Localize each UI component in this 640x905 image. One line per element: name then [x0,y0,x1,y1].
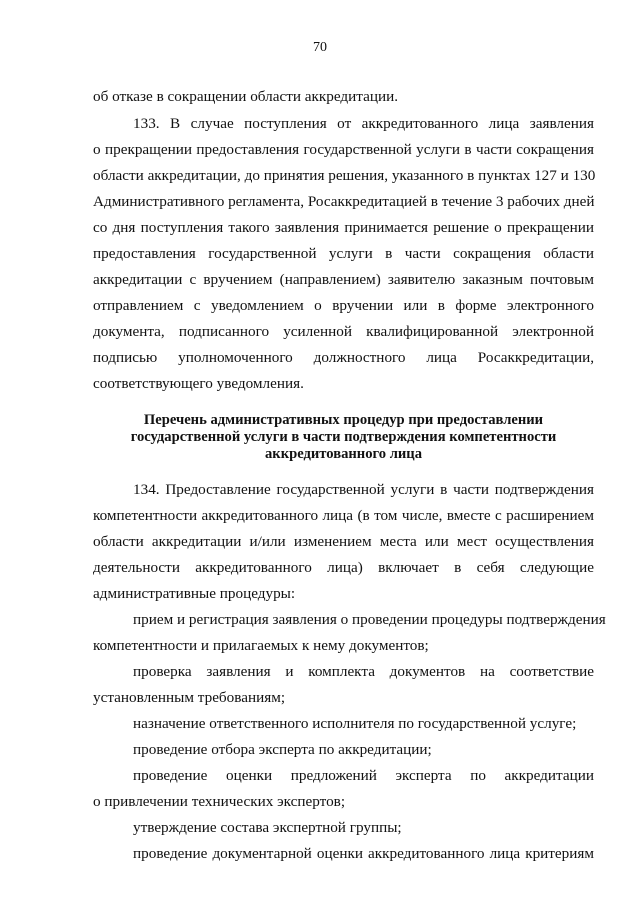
list-item: назначение ответственного исполнителя по государственной услуге; [133,715,577,732]
list-item: проверка заявления и комплекта документов на соответствие [133,663,594,680]
paragraph-133-first-line: 133. В случае поступления от аккредитованного лица заявления [133,115,594,132]
section-heading-line: аккредитованного лица [264,446,423,462]
text-line: области аккредитации и/или изменением места или мест осуществления [93,533,594,550]
text-line: отправлением с уведомлением о вручении или в форме электронного [93,297,594,314]
text-line: документа, подписанного усиленной квалифицированной электронной [93,323,594,340]
page-number: 70 [313,40,327,55]
text-line: установленным требованиям; [93,689,286,706]
list-item: утверждение состава экспертной группы; [133,819,402,836]
text-line: компетентности аккредитованного лица (в том числе, вместе с расширением [93,507,594,524]
list-item: прием и регистрация заявления о проведении процедуры подтверждения [133,611,606,628]
text-line: компетентности и прилагаемых к нему документов; [93,637,429,654]
text-line: об отказе в сокращении области аккредитации. [93,88,399,105]
section-heading-line: государственной услуги в части подтверждения компетентности [130,429,557,445]
text-line: деятельности аккредитованного лица) включает в себя следующие [93,559,594,576]
text-line: о прекращении предоставления государственной услуги в части сокращения [93,141,594,158]
list-item: проведение документарной оценки аккредитованного лица критериям [133,845,594,862]
list-item: проведение оценки предложений эксперта по аккредитации [133,767,594,784]
text-line: соответствующего уведомления. [93,375,304,392]
section-heading-line: Перечень административных процедур при предоставлении [143,412,544,428]
text-line: предоставления государственной услуги в части сокращения области [93,245,594,262]
text-line: о привлечении технических экспертов; [93,793,346,810]
text-line: Административного регламента, Росаккредитацией в течение 3 рабочих дней [93,193,595,210]
text-line: административные процедуры: [93,585,296,602]
list-item: проведение отбора эксперта по аккредитации; [133,741,432,758]
text-line: со дня поступления такого заявления принимается решение о прекращении [93,219,594,236]
text-line: области аккредитации, до принятия решения, указанного в пунктах 127 и 130 [93,167,596,184]
text-line: аккредитации с вручением (направлением) заявителю заказным почтовым [93,271,594,288]
paragraph-134-first-line: 134. Предоставление государственной услуги в части подтверждения [133,481,594,498]
text-line: подписью уполномоченного должностного лица Росаккредитации, [93,349,594,366]
